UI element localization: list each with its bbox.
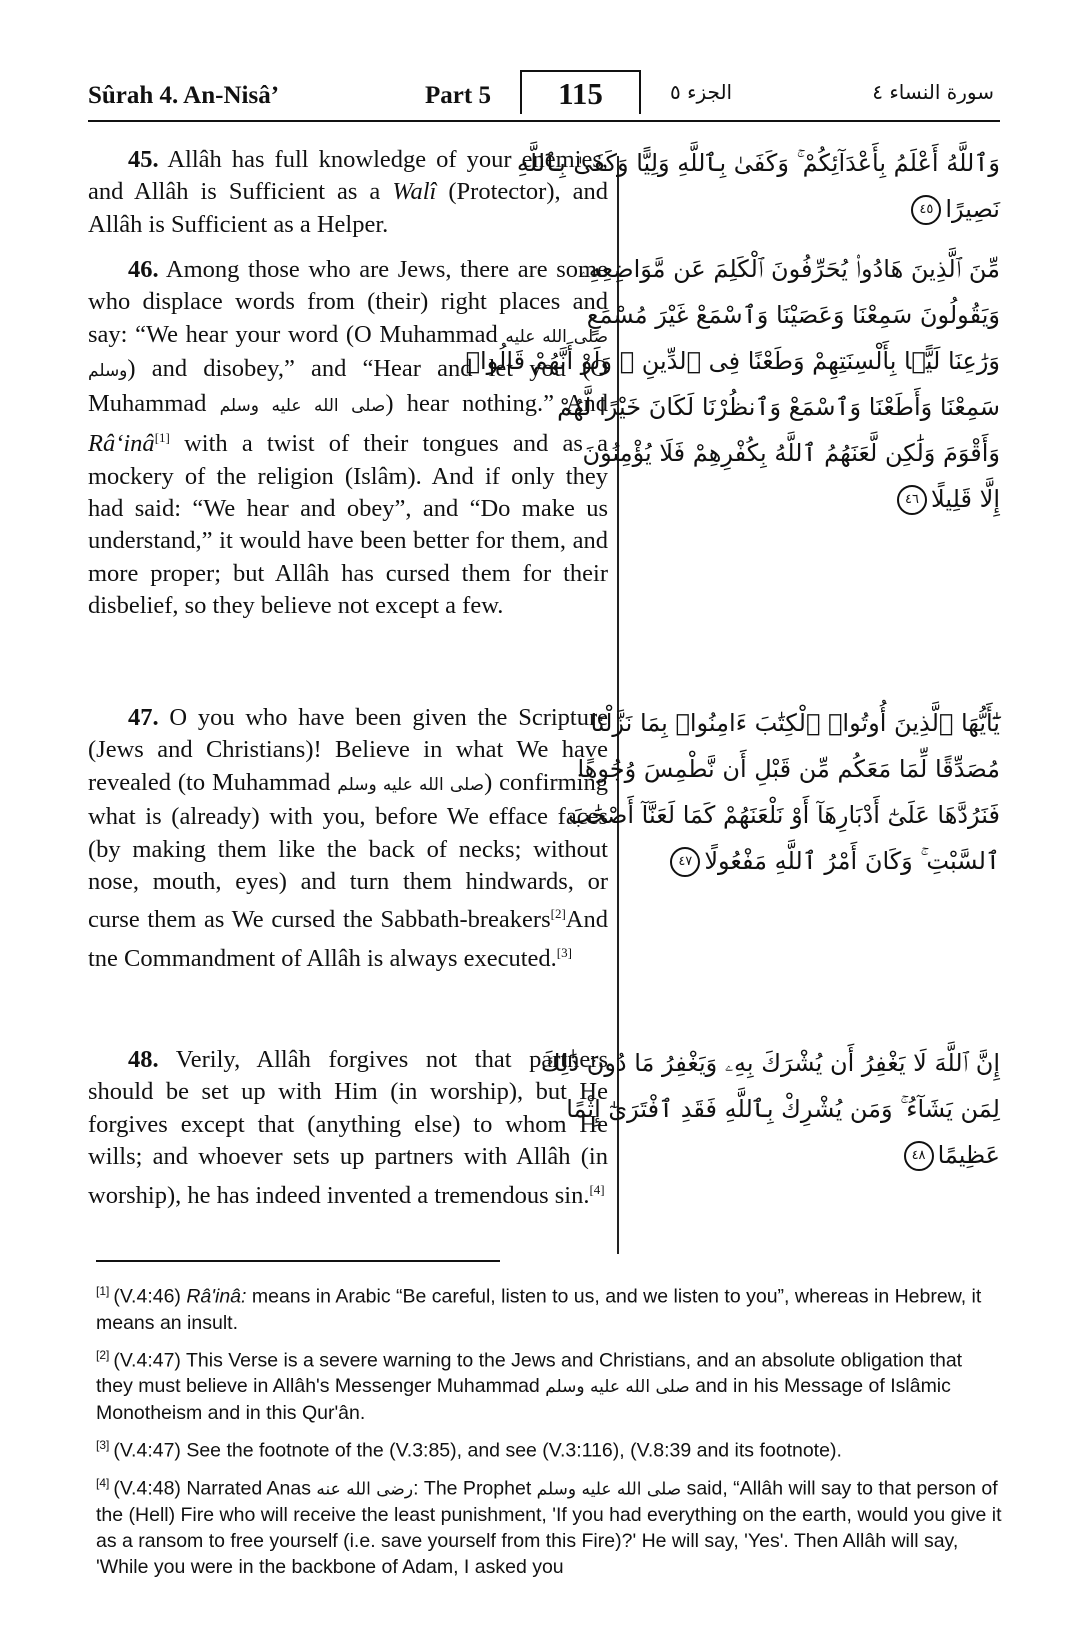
- surah-title-ar: سورة النساء ٤: [872, 80, 994, 104]
- footnote-text: (V.4:48) Narrated Anas: [113, 1477, 317, 1499]
- verse-text: Among those who are Jews, there are some who displace words from (their) right places and say: “We hear your word (O Muhammad: [88, 256, 608, 348]
- ayah-number-marker: ٤٥: [911, 195, 941, 225]
- footnote-mark: [1]: [96, 1284, 110, 1298]
- footnote-rule: [96, 1260, 500, 1262]
- arabic-line: [628, 186, 1000, 232]
- verse-number: 48.: [128, 1046, 159, 1073]
- footnotes: [96, 1278, 1004, 1586]
- footnote-ref: [2]: [550, 906, 566, 922]
- verse-47-arabic: [567, 700, 1000, 884]
- header-rule: [88, 120, 1000, 122]
- arabic-line: وَأَقْوَمَ وَلَٰكِن لَّعَنَهُمُ ٱللَّهُ بِكُفْرِهِمْ فَلَا يُؤْمِنُونَ: [582, 439, 1000, 467]
- footnote-italic: Râ'inâ:: [186, 1285, 247, 1308]
- juz-label-ar: الجزء ٥: [670, 80, 733, 104]
- part-label: Part 5: [425, 82, 491, 109]
- footnote-2: [96, 1342, 1004, 1427]
- verse-text: O you who have been given the Scripture (Jews and Christians)! Believe in what We have revealed (to Muhammad: [88, 704, 608, 796]
- page-number: 115: [520, 70, 641, 114]
- footnote-4: [96, 1470, 1004, 1581]
- arabic-line: وَٱللَّهُ أَعْلَمُ بِأَعْدَآئِكُمْ ۚ وَكَفَىٰ بِٱللَّهِ وَلِيًّا وَكَفَىٰ بِٱللَّهِ: [516, 149, 1000, 177]
- verse-47-english: [88, 702, 608, 976]
- salawat-inline: صلى الله عليه وسلم: [545, 1377, 690, 1397]
- arabic-text: إِلَّا قَلِيلًا: [931, 485, 1000, 513]
- verse-text: Verily, Allâh forgives not that partners should be set up with Him (in worship), but He forgives except that (anything else) to whom He wills; and whoever sets up partners with Allâh (in worship), he has indeed invented a tremendous sin.: [88, 1046, 609, 1209]
- footnote-3: [96, 1432, 1004, 1464]
- footnote-ref: [4]: [589, 1181, 605, 1197]
- arabic-line: [628, 476, 1000, 522]
- verse-number: 45.: [128, 146, 159, 173]
- arabic-line: لِمَن يَشَآءُ ۚ وَمَن يُشْرِكْ بِٱللَّهِ فَقَدِ ٱفْتَرَىٰٓ إِثْمًا: [566, 1095, 1000, 1123]
- arabic-text: ٱلسَّبْتِ ۚ وَكَانَ أَمْرُ ٱللَّهِ مَفْعُولًا: [704, 847, 1000, 875]
- arabic-line: مِّنَ ٱلَّذِينَ هَادُوا۟ يُحَرِّفُونَ ٱلْكَلِمَ عَن مَّوَاضِعِهِۦ: [579, 255, 1000, 283]
- footnote-ref: [3]: [556, 945, 572, 960]
- footnote-text: said, “Allâh will say to that person of the (Hell) Fire who will receive the least punishment, 'If you had everything on the earth, would you give it as a ransom to free yourself (i.e. save yourself from this Fire)?' He will say, 'Yes'. Then Allâh will say, 'While you were in the backbone of Adam, I asked you: [96, 1477, 1002, 1578]
- ayah-number-marker: ٤٧: [670, 847, 700, 877]
- footnote-ref: [1]: [154, 430, 170, 446]
- verse-text: with a twist of their tongues and as a mockery of the religion (Islâm). And if only they had said: “We hear and obey”, and “Do make us understand,” it would have been better for them, and more proper; but Allâh has cursed them for their disbelief, so they believe not except a few.: [88, 430, 608, 620]
- arabic-line: وَيَقُولُونَ سَمِعْنَا وَعَصَيْنَا وَٱسْمَعْ غَيْرَ مُسْمَعٍ: [586, 301, 1000, 329]
- radiya-inline: رضى الله عنه: [316, 1479, 414, 1499]
- footnote-text: and in his Message of Islâmic Monotheism and in this Qur'ân.: [96, 1375, 951, 1424]
- footnote-text: (V.4:46): [113, 1285, 187, 1308]
- arabic-line: وَرَٰعِنَا لَيًّۢا بِأَلْسِنَتِهِمْ وَطَعْنًا فِى ٱلدِّينِ ۚ وَلَوْ أَنَّهُمْ قَالُوا۟: [465, 347, 1000, 375]
- verse-text: Allâh has full knowledge of your enemies, and Allâh is Sufficient as a: [88, 146, 609, 206]
- arabic-line: يَٰٓأَيُّهَا ٱلَّذِينَ أُوتُوا۟ ٱلْكِتَٰبَ ءَامِنُوا۟ بِمَا نَزَّلْنَا: [590, 709, 1000, 737]
- arabic-line: سَمِعْنَا وَأَطَعْنَا وَٱسْمَعْ وَٱنظُرْنَا لَكَانَ خَيْرًا لَّهُمْ: [557, 393, 1000, 421]
- verse-text: (Protector), and Allâh is Sufficient as a Helper.: [88, 178, 609, 238]
- salawat-inline: صلى الله عليه وسلم: [219, 395, 386, 416]
- page-header: [88, 72, 998, 116]
- footnote-text: means in Arabic “Be careful, listen to us, and we listen to you”, whereas in Hebrew, it means an insult.: [96, 1285, 982, 1334]
- verse-text: ) hear nothing.” And: [385, 389, 608, 417]
- verse-text: And tne Commandment of Allâh is always executed.: [88, 906, 608, 973]
- arabic-line: فَنَرُدَّهَا عَلَىٰٓ أَدْبَارِهَآ أَوْ نَلْعَنَهُمْ كَمَا لَعَنَّآ أَصْحَٰبَ: [567, 801, 1000, 829]
- footnote-text: (V.4:47) See the footnote of the (V.3:85), and see (V.3:116), (V.8:39 and its footnote).: [113, 1439, 842, 1462]
- verse-text: ) and disobey,” and “Hear and let you (O Muhammad: [88, 355, 608, 417]
- arabic-text: عَظِيمًا: [937, 1141, 1000, 1169]
- ayah-number-marker: ٤٨: [904, 1141, 934, 1171]
- footnote-text: (V.4:47) This Verse is a severe warning to the Jews and Christians, and an absolute obligation that they must believe in Allâh's Messenger Muhammad: [96, 1349, 963, 1397]
- verse-italic: Râ‘inâ: [88, 430, 155, 458]
- verse-45-arabic: [516, 140, 1000, 232]
- arabic-text: نَصِيرًا: [945, 195, 1000, 223]
- salawat-inline: صلى الله عليه وسلم: [337, 774, 485, 795]
- arabic-line: مُصَدِّقًا لِّمَا مَعَكُم مِّن قَبْلِ أَن نَّطْمِسَ وُجُوهًا: [577, 755, 1000, 783]
- salawat-inline: صلى الله عليه وسلم: [88, 326, 609, 382]
- arabic-line: [628, 838, 1000, 884]
- verse-48-english: [88, 1044, 608, 1212]
- verse-text: ) confirming what is (already) with you, before We efface faces (by making them like the back of necks; without nose, mouth, eyes) and turn them hindwards, or curse them as We cursed the Sabbath-breakers: [88, 768, 608, 934]
- footnote-mark: [2]: [96, 1347, 110, 1362]
- verse-italic: Walî: [392, 178, 437, 206]
- footnote-text: : The Prophet: [413, 1477, 537, 1499]
- salawat-inline: صلى الله عليه وسلم: [536, 1479, 682, 1499]
- verse-number: 47.: [128, 704, 159, 731]
- arabic-line: [628, 1132, 1000, 1178]
- footnote-mark: [4]: [96, 1475, 110, 1490]
- verse-48-arabic: [540, 1040, 1000, 1178]
- footnote-mark: [3]: [96, 1438, 110, 1452]
- verse-number: 46.: [128, 256, 159, 283]
- footnote-1: [96, 1278, 1004, 1336]
- verse-46-english: [88, 254, 608, 623]
- surah-title-en: Sûrah 4. An-Nisâ’: [88, 82, 280, 109]
- ayah-number-marker: ٤٦: [897, 485, 927, 515]
- arabic-line: إِنَّ ٱللَّهَ لَا يَغْفِرُ أَن يُشْرَكَ بِهِۦ وَيَغْفِرُ مَا دُونَ ذَٰلِكَ: [540, 1049, 1000, 1077]
